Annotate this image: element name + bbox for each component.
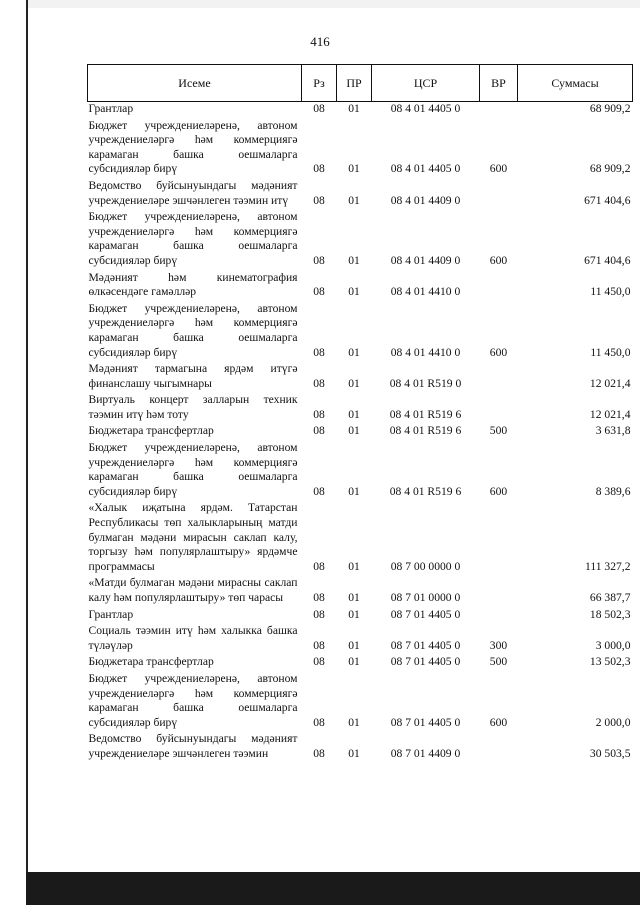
cell-rz: 08 [313, 484, 325, 498]
cell-pr: 01 [348, 376, 360, 390]
cell-csr: 08 7 00 0000 0 [390, 559, 461, 573]
header-vr: ВР [480, 65, 518, 102]
cell-csr: 08 7 01 4409 0 [390, 746, 461, 760]
table-row [88, 102, 633, 119]
cell-sum: 12 021,4 [589, 407, 631, 421]
table-row [88, 624, 633, 655]
cell-name: Бюджет учреждениеләренә, автоном учреждениеләргә һәм коммерциягә карамаган башка оешмаларга субсидияләр бирү [88, 671, 298, 729]
budget-table [87, 64, 633, 764]
cell-pr: 01 [348, 559, 360, 573]
cell-vr [480, 102, 518, 119]
cell-sum: 3 000,0 [595, 638, 631, 652]
cell-sum: 12 021,4 [589, 376, 631, 390]
cell-sum: 68 909,2 [589, 162, 631, 176]
cell-csr: 08 4 01 4410 0 [390, 345, 461, 359]
header-sum: Суммасы [518, 65, 633, 102]
cell-rz: 08 [313, 285, 325, 299]
cell-vr: 600 [489, 484, 508, 498]
cell-name: Бюджет учреждениеләренә, автоном учреждениеләргә һәм коммерциягә карамаган башка оешмаларга субсидияләр бирү [88, 301, 298, 359]
cell-csr: 08 4 01 R519 6 [389, 424, 462, 438]
table-row [88, 210, 633, 270]
cell-pr: 01 [348, 102, 360, 115]
cell-vr [480, 501, 518, 576]
cell-vr: 600 [489, 345, 508, 359]
cell-pr: 01 [348, 253, 360, 267]
cell-sum: 3 631,8 [595, 424, 631, 438]
cell-csr: 08 7 01 4405 0 [390, 638, 461, 652]
cell-name: Ведомство буйсынуындагы мәдәният учреждениеләре эшчәнлеген тәэмин [88, 732, 298, 760]
cell-rz: 08 [313, 638, 325, 652]
cell-vr: 600 [489, 162, 508, 176]
table-header [88, 65, 633, 102]
cell-pr: 01 [348, 193, 360, 207]
cell-rz: 08 [313, 607, 325, 621]
cell-vr [480, 608, 518, 625]
table-row [88, 119, 633, 179]
cell-rz: 08 [313, 102, 325, 115]
cell-csr: 08 4 01 R519 0 [389, 376, 462, 390]
table-row [88, 655, 633, 672]
cell-name: Мәдәният тармагына ярдәм итүгә финанслашу чыгымнары [88, 362, 298, 390]
cell-rz: 08 [313, 715, 325, 729]
cell-pr: 01 [348, 746, 360, 760]
table-row [88, 576, 633, 607]
cell-name: Бюджет учреждениеләренә, автоном учреждениеләргә һәм коммерциягә карамаган башка оешмаларга субсидияләр бирү [88, 118, 298, 176]
cell-rz: 08 [313, 162, 325, 176]
cell-rz: 08 [313, 193, 325, 207]
cell-sum: 11 450,0 [590, 345, 631, 359]
cell-name: «Халык иҗатына ярдәм. Татарстан Республикасы төп халыкларының матди булмаган мәдәни мирасын саклап калу, торгызу һәм популярлаштыру» ярдәмче программасы [88, 501, 298, 573]
cell-csr: 08 7 01 4405 0 [390, 655, 461, 669]
table-row [88, 302, 633, 362]
cell-name: «Матди булмаган мәдәни мирасны саклап калу һәм популярлаштыру» төп чарасы [88, 576, 298, 604]
table-body [88, 102, 633, 764]
cell-vr: 600 [489, 715, 508, 729]
table-row [88, 501, 633, 576]
cell-vr: 500 [489, 655, 508, 669]
table-row [88, 424, 633, 441]
cell-pr: 01 [348, 638, 360, 652]
cell-sum: 68 909,2 [589, 102, 631, 115]
cell-name: Мәдәният һәм кинематография өлкәсендәге гамәлләр [88, 270, 298, 299]
header-name: Исеме [88, 65, 302, 102]
cell-name: Бюджет учреждениеләренә, автоном учреждениеләргә һәм коммерциягә карамаган башка оешмаларга субсидияләр бирү [88, 210, 298, 267]
cell-rz: 08 [313, 655, 325, 669]
cell-csr: 08 4 01 R519 6 [389, 407, 462, 421]
cell-csr: 08 4 01 4410 0 [390, 285, 461, 299]
cell-vr [480, 732, 518, 763]
cell-sum: 66 387,7 [589, 591, 631, 604]
cell-vr [480, 576, 518, 607]
table-row [88, 271, 633, 302]
cell-vr [480, 362, 518, 393]
header-pr: ПР [337, 65, 372, 102]
cell-sum: 13 502,3 [589, 655, 631, 669]
cell-rz: 08 [313, 424, 325, 438]
cell-csr: 08 4 01 4409 0 [390, 253, 461, 267]
cell-rz: 08 [313, 591, 325, 604]
table-row [88, 732, 633, 763]
cell-sum: 111 327,2 [584, 559, 631, 573]
cell-pr: 01 [348, 285, 360, 299]
cell-sum: 671 404,6 [584, 193, 631, 207]
scan-top-edge [0, 0, 640, 8]
cell-pr: 01 [348, 345, 360, 359]
cell-name: Бюджетара трансфертлар [88, 424, 214, 438]
cell-sum: 671 404,6 [584, 253, 631, 267]
cell-pr: 01 [348, 407, 360, 421]
cell-csr: 08 7 01 4405 0 [390, 715, 461, 729]
cell-name: Бюджетара трансфертлар [88, 655, 214, 669]
cell-rz: 08 [313, 559, 325, 573]
cell-sum: 18 502,3 [589, 607, 631, 621]
cell-name: Грантлар [88, 607, 134, 621]
cell-sum: 8 389,6 [595, 484, 631, 498]
cell-sum: 30 503,5 [589, 746, 631, 760]
cell-vr [480, 271, 518, 302]
cell-csr: 08 4 01 R519 6 [389, 484, 462, 498]
cell-name: Ведомство буйсынуындагы мәдәният учреждениеләре эшчәнлеген тәэмин итү [88, 178, 298, 207]
cell-csr: 08 7 01 0000 0 [390, 591, 461, 604]
cell-pr: 01 [348, 607, 360, 621]
cell-sum: 11 450,0 [590, 285, 631, 299]
cell-vr: 600 [489, 253, 508, 267]
cell-vr: 500 [489, 424, 508, 438]
scan-bottom-bar [26, 872, 640, 905]
table-row [88, 393, 633, 424]
cell-name: Социаль тәэмин итү һәм халыкка башка түләүләр [88, 624, 298, 652]
table-row [88, 362, 633, 393]
cell-pr: 01 [348, 591, 360, 604]
cell-name: Виртуаль концерт залларын техник тәэмин итү һәм тоту [88, 393, 298, 421]
cell-pr: 01 [348, 424, 360, 438]
cell-csr: 08 4 01 4405 0 [390, 102, 461, 115]
cell-rz: 08 [313, 407, 325, 421]
table-row [88, 179, 633, 210]
page-number: 416 [310, 34, 330, 49]
cell-sum: 2 000,0 [595, 715, 631, 729]
header-rz: Рз [302, 65, 337, 102]
cell-csr: 08 7 01 4405 0 [390, 607, 461, 621]
cell-pr: 01 [348, 484, 360, 498]
table-row [88, 672, 633, 732]
cell-pr: 01 [348, 162, 360, 176]
cell-vr: 300 [489, 638, 508, 652]
cell-name: Бюджет учреждениеләренә, автоном учреждениеләргә һәм коммерциягә карамаган башка оешмаларга субсидияләр бирү [88, 441, 298, 498]
cell-csr: 08 4 01 4409 0 [390, 193, 461, 207]
cell-vr [480, 393, 518, 424]
cell-csr: 08 4 01 4405 0 [390, 162, 461, 176]
cell-pr: 01 [348, 655, 360, 669]
cell-rz: 08 [313, 376, 325, 390]
cell-vr [480, 179, 518, 210]
cell-rz: 08 [313, 253, 325, 267]
header-csr: ЦСР [372, 65, 480, 102]
cell-rz: 08 [313, 345, 325, 359]
table-row [88, 441, 633, 501]
scan-left-edge [0, 0, 28, 905]
cell-name: Грантлар [88, 102, 134, 115]
cell-rz: 08 [313, 746, 325, 760]
table-row [88, 608, 633, 625]
cell-pr: 01 [348, 715, 360, 729]
